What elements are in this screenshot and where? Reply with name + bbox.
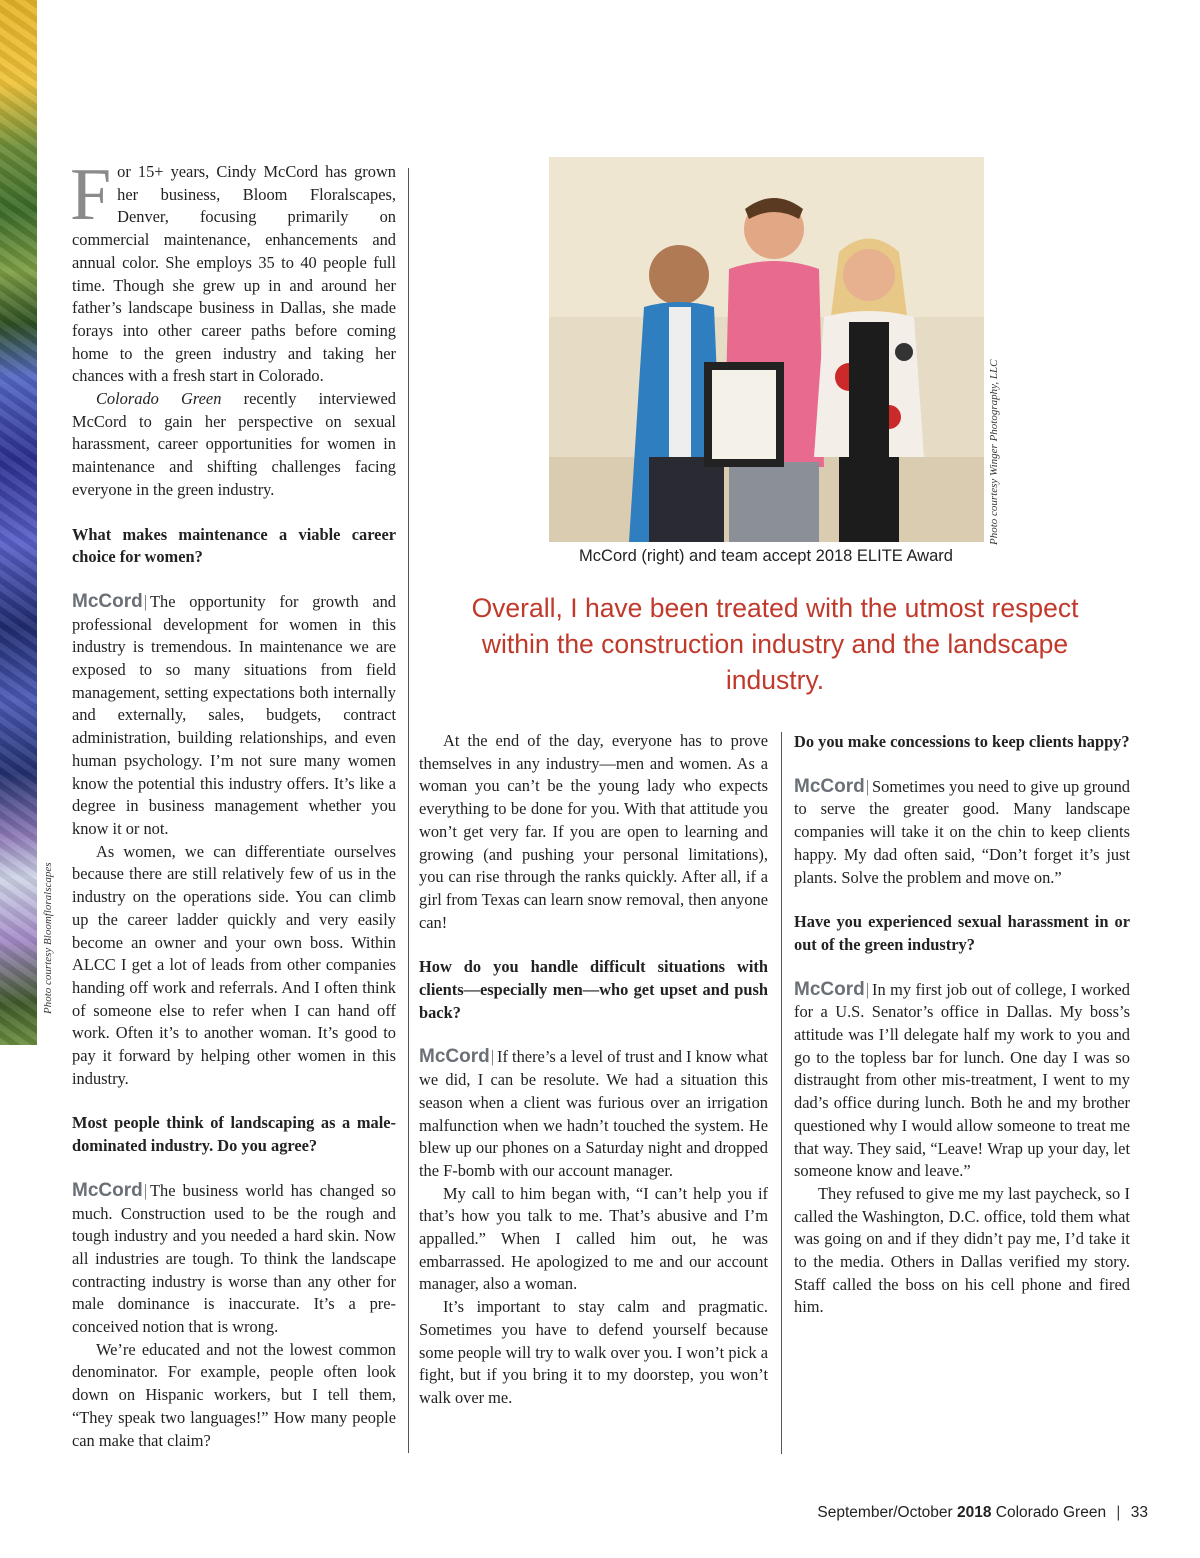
answer-3c: It’s important to stay calm and pragmatic. Sometimes you have to defend yourself because some people will try to walk over you. I won’t pick a fight, but if you bring it to my doorstep, you won’t walk over me. [419, 1297, 768, 1407]
speaker-label: McCord [72, 1179, 143, 1201]
answer-1: McCord| The opportunity for growth and professional development for women in this industry is tremendous. In maintenance we are exposed to so many situations from field management, setting expectations both internally and externally, sales, budgets, contract administration, building relationships, and even human psychology. I’m not sure many women know the potential this industry offers. It’s like a degree in business management whether you know it or not. [72, 590, 396, 838]
footer-year: 2018 [957, 1504, 992, 1521]
page-number: 33 [1130, 1504, 1148, 1521]
speaker-label: McCord [794, 775, 865, 797]
page-footer: September/October 2018 Colorado Green | 33 [817, 1504, 1148, 1521]
col2-paragraph-1: At the end of the day, everyone has to prove themselves in any industry—men and women. As a woman you can’t be the young lady who expects everything to be done for you. With that attitude you won’t get very far. If you are open to learning and growing (and pushing your personal limitations), you can rise through the ranks quickly. After all, if a girl from Texas can learn snow removal, then anyone can! [419, 731, 768, 932]
photo-caption: McCord (right) and team accept 2018 ELITE Award [579, 547, 953, 565]
column-divider [781, 732, 782, 1454]
answer-4: McCord| Sometimes you need to give up ground to serve the greater good. Many landscape companies will take it on the chin to keep clients happy. My dad often said, “Don’t forget it’s just plants. Solve the problem and move on.” [794, 775, 1130, 887]
column-divider [408, 168, 409, 1453]
answer-1b: As women, we can differentiate ourselves because there are still relatively few of us in the industry on the operations side. You can climb up the career ladder quickly and very easily become an owner and your own boss. Within ALCC I get a lot of leads from other companies handing off work and referrals. And I often think of someone else to refer when I can hand off work. Often it’s to another woman. It’s good to pay it forward by helping other women in this industry. [72, 841, 396, 1088]
footer-magazine: Colorado Green [995, 1504, 1107, 1521]
speaker-label: McCord [72, 590, 143, 612]
question-4: Do you make concessions to keep clients happy? [794, 732, 1130, 751]
answer-2: McCord| The business world has changed so much. Construction used to be the rough and tough industry and you needed a hard skin. Now all industries are tough. To think the landscape contracting industry is worse than any other for male dominance is inaccurate. It’s a pre-conceived notion that is wrong. [72, 1179, 396, 1337]
pull-quote: Overall, I have been treated with the utmost respect within the construction industry and the landscape industry. [471, 593, 1079, 695]
footer-issue: September/October [817, 1504, 953, 1521]
answer-3b: My call to him began with, “I can’t help you if that’s how you talk to me. That’s abusive and I’m appalled.” When I called him out, he was embarrassed. He apologized to me and our account manager, also a woman. [419, 1183, 768, 1294]
question-2: Most people think of landscaping as a male-dominated industry. Do you agree? [72, 1113, 396, 1156]
question-3: How do you handle difficult situations with clients—especially men—who get upset and push back? [419, 957, 768, 1022]
speaker-label: McCord [794, 978, 865, 1000]
answer-5: McCord| In my first job out of college, I worked for a U.S. Senator’s office in Dallas. My boss’s attitude was I’ll delegate half my work to you and go to the topless bar for lunch. One day I was so distraught from other mis-treatment, I went to my dad’s office during lunch. Both he and my brother questioned why I would allow someone to treat me that way. They said, “Leave! Wrap up your day, let someone know and leave.” [794, 978, 1130, 1181]
intro-paragraph-2: Colorado Green recently interviewed McCord to gain her perspective on sexual harassment, career opportunities for women in maintenance and shifting challenges facing everyone in the green industry. [72, 389, 396, 499]
answer-3: McCord| If there’s a level of trust and I know what we did, I can be resolute. We had a situation this season when a client was furious over an irrigation malfunction when we hadn’t touched the system. He blew up our phones on a Saturday night and dropped the F-bomb with our account manager. [419, 1046, 768, 1180]
column-2 [419, 730, 768, 1410]
answer-5b: They refused to give me my last paycheck, so I called the Washington, D.C. office, told them what was going on and if they didn’t pay me, I’d take it to the media. Others in Dallas verified my story. Staff called the boss on his cell phone and fired him. [794, 1183, 1130, 1317]
answer-2b: We’re educated and not the lowest common denominator. For example, people often look down on Hispanic workers, but I tell them, “They speak two languages!” How many people can make that claim? [72, 1339, 396, 1450]
photo-credit: Photo courtesy Winger Photography, LLC [988, 359, 1000, 545]
question-5: Have you experienced sexual harassment in or out of the green industry? [794, 912, 1130, 954]
column-3 [794, 731, 1130, 1319]
intro-paragraph: For 15+ years, Cindy McCord has grown her business, Bloom Floralscapes, Denver, focusing primarily on commercial maintenance, enhancements and annual color. She employs 35 to 40 people full time. Though she grew up in and around her father’s landscape business in Dallas, she made forays into other career paths before coming home to the green industry and taking her chances with a fresh start in Colorado. [70, 154, 396, 386]
column-1 [70, 154, 396, 1452]
speaker-label: McCord [419, 1046, 490, 1068]
left-photo-credit: Photo courtesy Bloomfloralscapes [42, 862, 54, 1014]
drop-cap: F [70, 154, 112, 236]
award-photo-illustration [549, 157, 984, 542]
question-1: What makes maintenance a viable career choice for women? [72, 524, 396, 567]
flower-photo-strip [0, 0, 37, 1045]
award-photo [549, 157, 984, 542]
